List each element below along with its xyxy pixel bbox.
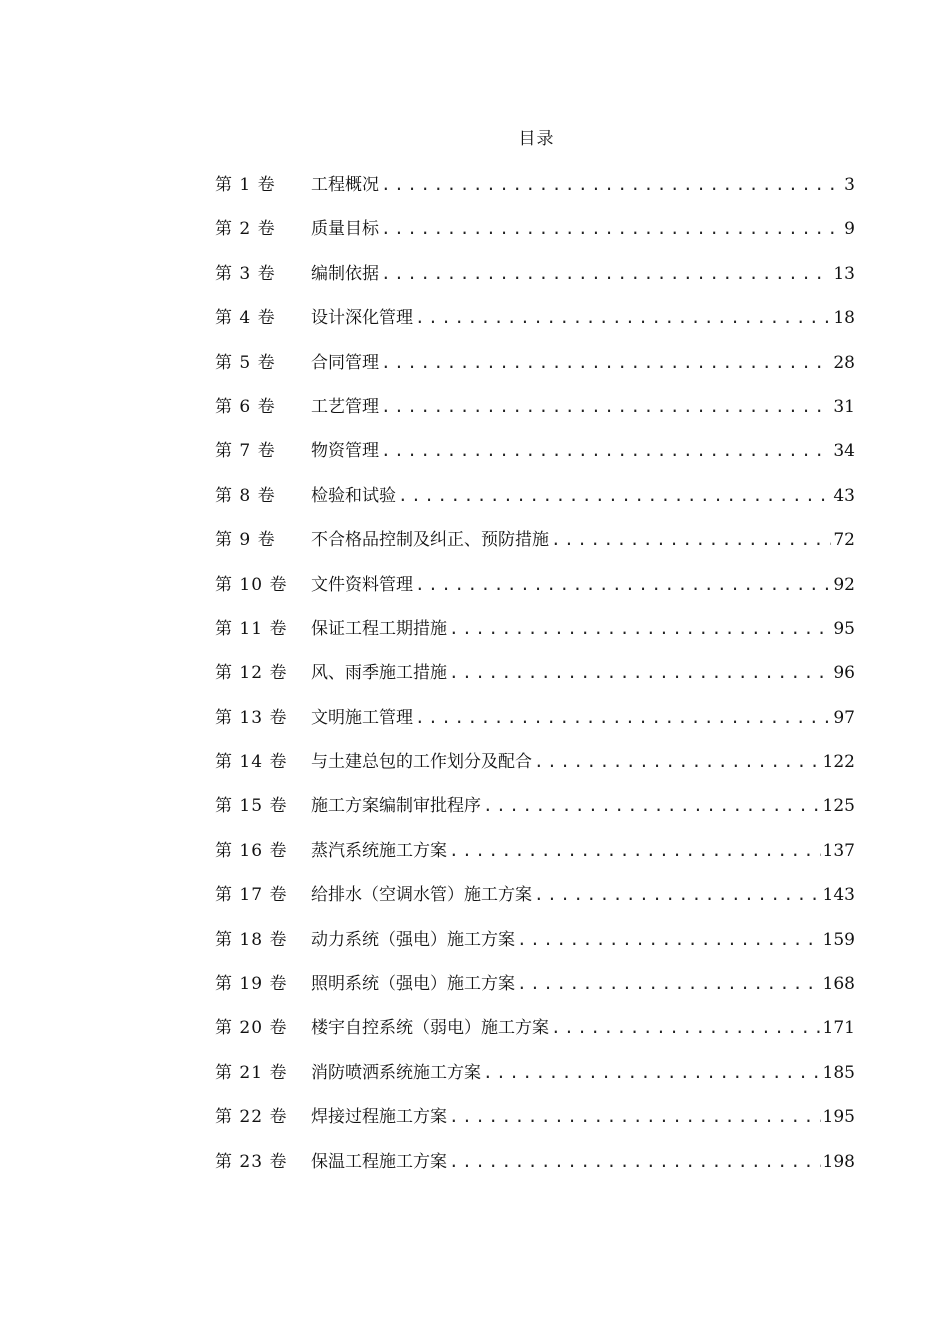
- toc-volume-label: 第 14 卷: [215, 752, 288, 773]
- toc-entry-title: 质量目标: [311, 219, 379, 240]
- toc-dot-leader: [517, 974, 821, 993]
- toc-entry[interactable]: [215, 392, 855, 436]
- toc-dot-leader: [551, 1018, 821, 1037]
- toc-page-number: 143: [822, 885, 855, 906]
- toc-entry-title: 检验和试验: [311, 485, 396, 506]
- toc-page-number: 31: [833, 396, 855, 417]
- toc-entry-title: 焊接过程施工方案: [311, 1107, 447, 1128]
- toc-volume-label: 第 8 卷: [215, 485, 276, 506]
- toc-page-number: 13: [833, 263, 855, 284]
- toc-entry[interactable]: [215, 436, 855, 480]
- toc-entry[interactable]: [215, 791, 855, 835]
- toc-entry[interactable]: [215, 348, 855, 392]
- toc-volume-label: 第 13 卷: [215, 707, 288, 728]
- toc-dot-leader: [381, 397, 831, 416]
- toc-page-number: 28: [833, 352, 855, 373]
- toc-entry[interactable]: [215, 170, 855, 214]
- toc-entry-title: 工程概况: [311, 175, 379, 195]
- toc-entry-title: 风、雨季施工措施: [311, 663, 447, 684]
- toc-dot-leader: [534, 752, 821, 771]
- toc-page-number: 159: [822, 929, 855, 950]
- toc-dot-leader: [517, 930, 821, 949]
- toc-volume-label: 第 4 卷: [215, 308, 276, 329]
- toc-volume-label: 第 2 卷: [215, 219, 276, 240]
- toc-entry[interactable]: [215, 969, 855, 1013]
- toc-page-number: 171: [822, 1018, 855, 1039]
- toc-entry-title: 楼宇自控系统（弱电）施工方案: [311, 1018, 549, 1039]
- toc-entry-title: 合同管理: [311, 352, 379, 373]
- toc-volume-label: 第 11 卷: [215, 618, 288, 639]
- toc-dot-leader: [381, 353, 831, 372]
- toc-dot-leader: [449, 663, 831, 682]
- toc-page-number: 125: [822, 796, 855, 817]
- toc-entry[interactable]: [215, 214, 855, 258]
- toc-dot-leader: [381, 219, 842, 238]
- toc-volume-label: 第 23 卷: [215, 1151, 288, 1172]
- toc-entry[interactable]: [215, 703, 855, 747]
- toc-page-number: 137: [822, 840, 855, 861]
- toc-entry-title: 与土建总包的工作划分及配合: [311, 752, 532, 773]
- toc-page-number: 18: [833, 308, 855, 329]
- toc-entry-title: 蒸汽系统施工方案: [311, 840, 447, 861]
- toc-entry[interactable]: [215, 1058, 855, 1102]
- toc-volume-label: 第 16 卷: [215, 840, 288, 861]
- toc-page-number: 3: [844, 175, 855, 195]
- toc-entry[interactable]: [215, 614, 855, 658]
- toc-entry-title: 文件资料管理: [311, 574, 413, 595]
- toc-dot-leader: [381, 264, 831, 283]
- toc-dot-leader: [483, 796, 821, 815]
- toc-page-number: 9: [844, 219, 855, 240]
- toc-entry-title: 文明施工管理: [311, 707, 413, 728]
- toc-dot-leader: [415, 575, 831, 594]
- toc-page-number: 95: [833, 618, 855, 639]
- toc-volume-label: 第 10 卷: [215, 574, 288, 595]
- toc-dot-leader: [415, 308, 831, 327]
- toc-dot-leader: [449, 1107, 821, 1126]
- toc-page-number: 195: [822, 1107, 855, 1128]
- toc-title: 目录: [518, 129, 555, 149]
- toc-entry-title: 编制依据: [311, 263, 379, 284]
- toc-volume-label: 第 9 卷: [215, 530, 276, 551]
- toc-entry[interactable]: [215, 1147, 855, 1191]
- toc-volume-label: 第 21 卷: [215, 1062, 288, 1083]
- toc-volume-label: 第 20 卷: [215, 1018, 288, 1039]
- toc-volume-label: 第 3 卷: [215, 263, 276, 284]
- toc-dot-leader: [449, 619, 831, 638]
- toc-volume-label: 第 19 卷: [215, 974, 288, 995]
- toc-entry-title: 给排水（空调水管）施工方案: [311, 885, 532, 906]
- toc-entry[interactable]: [215, 525, 855, 569]
- toc-entry-title: 设计深化管理: [311, 308, 413, 329]
- toc-dot-leader: [398, 486, 831, 505]
- toc-dot-leader: [551, 530, 831, 549]
- toc-page-number: 92: [833, 574, 855, 595]
- toc-entry-title: 施工方案编制审批程序: [311, 796, 481, 817]
- toc-entry-title: 工艺管理: [311, 396, 379, 417]
- toc-entry[interactable]: [215, 836, 855, 880]
- toc-page-number: 168: [822, 974, 855, 995]
- toc-entry[interactable]: [215, 570, 855, 614]
- toc-page-number: 34: [833, 441, 855, 462]
- toc-entry[interactable]: [215, 880, 855, 924]
- toc-page-number: 198: [822, 1151, 855, 1172]
- toc-dot-leader: [534, 885, 821, 904]
- toc-volume-label: 第 22 卷: [215, 1107, 288, 1128]
- toc-volume-label: 第 5 卷: [215, 352, 276, 373]
- toc-entry[interactable]: [215, 481, 855, 525]
- toc-volume-label: 第 17 卷: [215, 885, 288, 906]
- toc-entry-title: 动力系统（强电）施工方案: [311, 929, 515, 950]
- toc-volume-label: 第 6 卷: [215, 396, 276, 417]
- toc-page-number: 96: [833, 663, 855, 684]
- toc-dot-leader: [449, 841, 821, 860]
- toc-volume-label: 第 7 卷: [215, 441, 276, 462]
- toc-page-number: 185: [822, 1062, 855, 1083]
- toc-entry-title: 保温工程施工方案: [311, 1151, 447, 1172]
- toc-dot-leader: [381, 175, 842, 194]
- toc-dot-leader: [415, 708, 831, 727]
- toc-entry-title: 物资管理: [311, 441, 379, 462]
- toc-volume-label: 第 15 卷: [215, 796, 288, 817]
- toc-dot-leader: [449, 1152, 821, 1171]
- toc-dot-leader: [483, 1063, 821, 1082]
- toc-list: [215, 170, 855, 1191]
- toc-entry[interactable]: [215, 747, 855, 791]
- toc-entry-title: 不合格品控制及纠正、预防措施: [311, 530, 549, 551]
- toc-entry-title: 照明系统（强电）施工方案: [311, 974, 515, 995]
- toc-volume-label: 第 12 卷: [215, 663, 288, 684]
- toc-entry[interactable]: [215, 303, 855, 347]
- toc-entry[interactable]: [215, 658, 855, 702]
- toc-volume-label: 第 18 卷: [215, 929, 288, 950]
- toc-dot-leader: [381, 441, 831, 460]
- toc-page-number: 43: [833, 485, 855, 506]
- toc-entry[interactable]: [215, 259, 855, 303]
- toc-entry[interactable]: [215, 925, 855, 969]
- toc-page-number: 122: [822, 752, 855, 773]
- toc-entry[interactable]: [215, 1102, 855, 1146]
- toc-page-number: 72: [833, 530, 855, 551]
- toc-page-number: 97: [833, 707, 855, 728]
- toc-entry-title: 保证工程工期措施: [311, 618, 447, 639]
- toc-entry-title: 消防喷洒系统施工方案: [311, 1062, 481, 1083]
- toc-volume-label: 第 1 卷: [215, 175, 276, 195]
- toc-entry[interactable]: [215, 1013, 855, 1057]
